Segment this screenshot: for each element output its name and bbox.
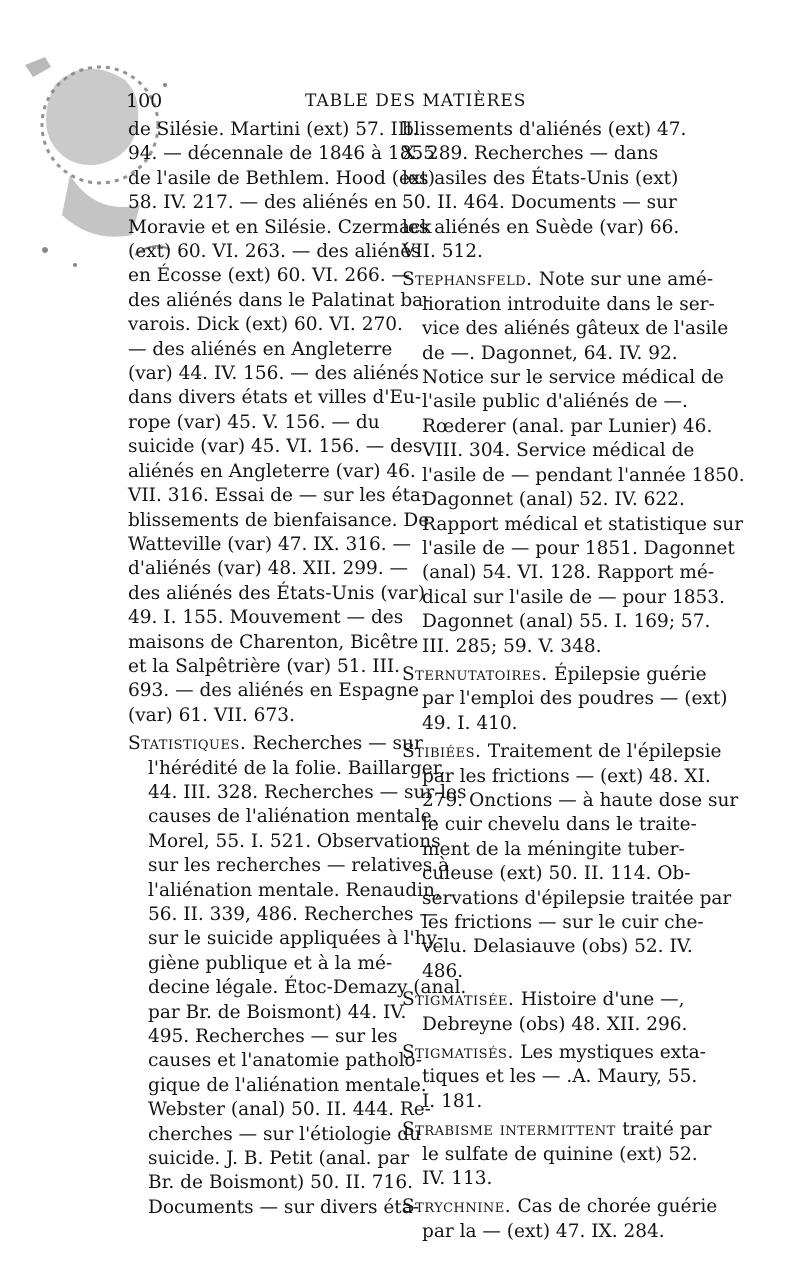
entry-line: 56. II. 339, 486. Recherches — xyxy=(148,904,438,925)
entry-line: Traitement de l'épilepsie xyxy=(487,741,722,763)
entry-line: gique de l'aliénation mentale. xyxy=(148,1074,427,1096)
entry-line: des aliénés des États-Unis (var) xyxy=(128,582,426,604)
entry-line: Histoire d'une —, xyxy=(520,989,685,1011)
entry-line: VII. 316. Essai de — sur les éta- xyxy=(128,485,428,507)
right-column xyxy=(402,118,745,1244)
entry-line: (anal) 54. VI. 128. Rapport mé- xyxy=(422,562,715,584)
entry-line: (var) 44. IV. 156. — des aliénés xyxy=(128,363,419,385)
entry-line: Morel, 55. I. 521. Observations xyxy=(148,830,441,852)
entry-line: 44. III. 328. Recherches — sur les xyxy=(148,781,467,803)
entry-line: 486. xyxy=(422,960,464,982)
entry-line: causes de l'aliénation mentale. xyxy=(148,806,438,828)
entry-line: l'asile de — pour 1851. Dagonnet xyxy=(422,537,735,559)
entry-line: de Silésie. Martini (ext) 57. III. xyxy=(128,119,419,140)
entry-line: Watteville (var) 47. IX. 316. — xyxy=(128,533,412,555)
entry-line: Notice sur le service médical de xyxy=(422,367,724,389)
entry-line: aliénés en Angleterre (var) 46. xyxy=(128,460,416,482)
index-entry xyxy=(402,988,688,1037)
entry-line: velu. Delasiauve (obs) 52. IV. xyxy=(422,936,693,958)
entry-line: — des aliénés en Angleterre xyxy=(128,338,393,360)
entry-line: les frictions — sur le cuir che- xyxy=(422,912,704,933)
entry-line: vice des aliénés gâteux de l'asile xyxy=(422,318,729,340)
entry-line: causes et l'anatomie patholo- xyxy=(148,1050,422,1072)
entry-line: par la — (ext) 47. IX. 284. xyxy=(422,1220,665,1242)
index-entry xyxy=(402,1118,712,1191)
entry-line: le sulfate de quinine (ext) 52. xyxy=(422,1143,698,1165)
entry-line: le cuir chevelu dans le traite- xyxy=(422,814,697,836)
entry-line: Br. de Boismont) 50. II. 716. xyxy=(148,1172,413,1194)
entry-line: rope (var) 45. V. 156. — du xyxy=(128,411,380,433)
entry-line: III. 285; 59. V. 348. xyxy=(422,635,602,657)
entry-line: suicide (var) 45. VI. 156. — des xyxy=(128,436,423,458)
entry-line: VIII. 304. Service médical de xyxy=(422,440,695,462)
index-entry xyxy=(402,1041,706,1114)
entry-line: Les mystiques exta- xyxy=(520,1042,706,1064)
index-continuation xyxy=(128,118,436,728)
entry-line: sur les recherches — relatives à xyxy=(148,855,450,877)
entry-line: Webster (anal) 50. II. 444. Re- xyxy=(148,1099,431,1121)
page-number: 100 xyxy=(126,90,163,112)
entry-line: des aliénés dans le Palatinat ba- xyxy=(128,289,430,311)
entry-line: VII. 512. xyxy=(402,241,483,263)
entry-line: Documents — sur divers éta- xyxy=(148,1196,420,1218)
entry-line: blissements d'aliénés (ext) 47. xyxy=(402,119,687,140)
entry-line: maisons de Charenton, Bicêtre xyxy=(128,631,419,653)
entry-line: blissements de bienfaisance. De xyxy=(128,509,430,531)
entry-headword: Stigmatisés. xyxy=(402,1042,521,1064)
entry-line: et la Salpêtrière (var) 51. III. xyxy=(128,655,401,677)
entry-line: Épilepsie guérie xyxy=(554,663,707,685)
entry-line: giène publique et à la mé- xyxy=(148,952,393,974)
entry-line: 50. II. 464. Documents — sur xyxy=(402,192,677,214)
entry-line: sur le suicide appliquées à l'hy- xyxy=(148,928,444,950)
entry-line: traité par xyxy=(622,1119,712,1141)
entry-line: de —. Dagonnet, 64. IV. 92. xyxy=(422,342,678,364)
entry-line: X. 289. Recherches — dans xyxy=(402,143,659,165)
entry-line: Cas de chorée guérie xyxy=(517,1196,718,1218)
entry-line: 279. Onctions — à haute dose sur xyxy=(422,789,739,811)
index-continuation xyxy=(402,118,687,264)
entry-line: servations d'épilepsie traitée par xyxy=(422,887,732,909)
index-entry xyxy=(402,1195,718,1244)
index-entry xyxy=(402,740,739,984)
entry-line: 58. IV. 217. — des aliénés en xyxy=(128,192,398,214)
index-entry xyxy=(402,268,745,659)
entry-line: par les frictions — (ext) 48. XI. xyxy=(422,765,711,787)
entry-headword: Statistiques. xyxy=(128,733,253,755)
entry-line: 49. I. 410. xyxy=(422,712,518,734)
entry-line: en Écosse (ext) 60. VI. 266. — xyxy=(128,265,410,287)
entry-line: suicide. J. B. Petit (anal. par xyxy=(148,1148,410,1170)
entry-line: Note sur une amé- xyxy=(538,269,714,291)
entry-line: de l'asile de Bethlem. Hood (ext) xyxy=(128,167,435,189)
entry-line: l'aliénation mentale. Renaudin, xyxy=(148,879,441,901)
entry-line: (var) 61. VII. 673. xyxy=(128,704,295,726)
entry-line: dical sur l'asile de — pour 1853. xyxy=(422,586,725,608)
entry-line: (ext) 60. VI. 263. — des aliénés xyxy=(128,241,421,263)
running-title: TABLE DES MATIÈRES xyxy=(305,91,527,111)
entry-line: tiques et les — .A. Maury, 55. xyxy=(422,1066,698,1088)
index-entry xyxy=(402,663,728,736)
entry-line: Debreyne (obs) 48. XII. 296. xyxy=(422,1013,688,1035)
entry-line: 49. I. 155. Mouvement — des xyxy=(128,607,404,629)
entry-line: Recherches — sur xyxy=(252,733,423,755)
entry-line: Dagonnet (anal) 55. I. 169; 57. xyxy=(422,611,711,633)
entry-line: IV. 113. xyxy=(422,1168,493,1190)
entry-line: l'asile de — pendant l'année 1850. xyxy=(422,464,745,486)
entry-line: Dagonnet (anal) 52. IV. 622. xyxy=(422,489,685,511)
entry-line: cherches — sur l'étiologie du xyxy=(148,1123,422,1145)
entry-line: par l'emploi des poudres — (ext) xyxy=(422,688,728,710)
entry-line: les aliénés en Suède (var) 66. xyxy=(402,216,680,238)
entry-line: 693. — des aliénés en Espagne xyxy=(128,680,419,702)
entry-line: lioration introduite dans le ser- xyxy=(422,293,715,315)
entry-headword: Stephansfeld. xyxy=(402,269,539,291)
entry-line: 94. — décennale de 1846 à 1855 xyxy=(128,143,436,165)
entry-headword: Strychnine. xyxy=(402,1196,518,1218)
entry-line: Moravie et en Silésie. Czermack xyxy=(128,216,432,238)
entry-headword: Stigmatisée. xyxy=(402,989,521,1011)
entry-line: varois. Dick (ext) 60. VI. 270. xyxy=(128,314,403,336)
entry-line: les asiles des États-Unis (ext) xyxy=(402,167,679,189)
entry-headword: Sternutatoires. xyxy=(402,663,554,685)
entry-line: par Br. de Boismont) 44. IV. xyxy=(148,1001,407,1023)
entry-line: Rœderer (anal. par Lunier) 46. xyxy=(422,415,713,437)
entry-headword: Stibiées. xyxy=(402,741,488,763)
entry-line: dans divers états et villes d'Eu- xyxy=(128,387,422,409)
entry-line: d'aliénés (var) 48. XII. 299. — xyxy=(128,558,409,580)
entry-line: 495. Recherches — sur les xyxy=(148,1026,398,1048)
entry-line: l'hérédité de la folie. Baillarger, xyxy=(148,757,446,779)
entry-line: I. 181. xyxy=(422,1090,483,1112)
entry-line: ment de la méningite tuber- xyxy=(422,838,685,860)
entry-line: Rapport médical et statistique sur xyxy=(422,513,744,535)
entry-line: l'asile public d'aliénés de —. xyxy=(422,391,688,413)
entry-headword: Strabisme intermittent xyxy=(402,1119,623,1141)
entry-line: culeuse (ext) 50. II. 114. Ob- xyxy=(422,863,691,885)
entry-line: decine légale. Étoc-Demazy (anal. xyxy=(148,977,467,999)
